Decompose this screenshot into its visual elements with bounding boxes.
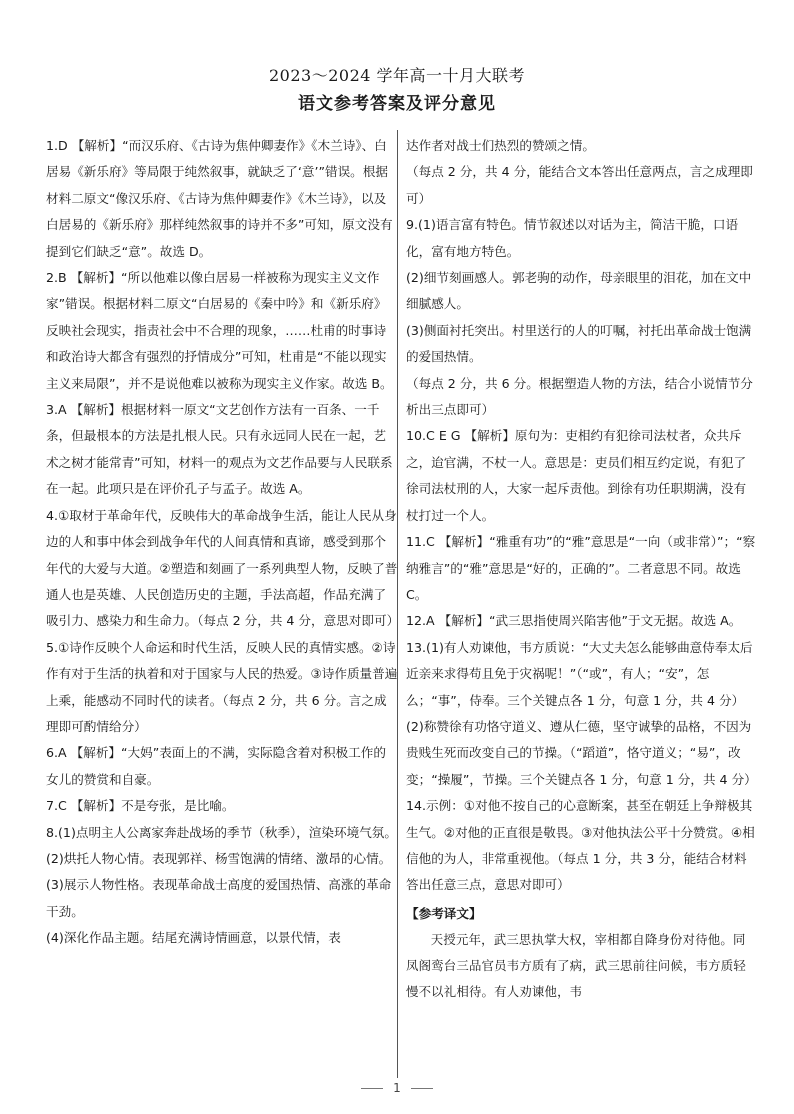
answer-9-3: (3)侧面衬托突出。村里送行的人的叮嘱，衬托出革命战士饱满的爱国热情。 <box>406 322 752 365</box>
answer-2: 2.B 【解析】“所以他难以像白居易一样被称为现实主义文作家”错误。根据材料二原文“白居易的《秦中吟》和《新乐府》反映社会现实，指责社会中不合理的现象，……杜甫的时事诗和政治诗大都含有强烈的抒情成分”可知，杜甫是“不能以现实主义来局限”，并不是说他难以被称为现实主义作家。故选 B。 <box>46 270 393 391</box>
answer-1: 1.D 【解析】“而汉乐府、《古诗为焦仲卿妻作》《木兰诗》、白居易《新乐府》等局限于纯然叙事，就缺乏了‘意’”错误。根据材料二原文“像汉乐府、《古诗为焦仲卿妻作》《木兰诗》，以及白居易的《新乐府》那样纯然叙事的诗并不多”可知，原文没有提到它们缺乏“意”。故选 D。 <box>46 138 393 259</box>
page-title: 2023～2024 学年高一十月大联考 <box>268 66 526 85</box>
answer-3: 3.A 【解析】根据材料一原文“文艺创作方法有一百条、一千条，但最根本的方法是扎根人民。只有永远同人民在一起，艺术之树才能常青”可知，材料一的观点为文艺作品要与人民联系在一起。此项只是在评价孔子与孟子。故选 A。 <box>46 402 393 497</box>
footer-dash-right <box>411 1088 433 1089</box>
answer-7: 7.C 【解析】不是夸张，是比喻。 <box>46 798 235 814</box>
answer-8-4-cont: 达作者对战士们热烈的赞颂之情。 <box>406 138 595 153</box>
answer-8-4: (4)深化作品主题。结尾充满诗情画意，以景代情，表 <box>46 930 341 946</box>
answer-13-2: (2)称赞徐有功恪守道义、遵从仁德，坚守诚挚的品格，不因为贵贱生死而改变自己的节操。（“蹈道”，恪守道义；“易”，改变；“操履”，节操。三个关键点各 1 分，句意 1 分，共 4 分） <box>406 718 757 787</box>
answer-6: 6.A 【解析】“大妈”表面上的不满，实际隐含着对积极工作的女儿的赞赏和自豪。 <box>46 745 386 787</box>
left-column <box>46 133 398 952</box>
answer-4: 4.①取材于革命年代，反映伟大的革命战争生活，能让人民从身边的人和事中体会到战争年代的人间真情和真谛，感受到那个年代的大爱与大道。②塑造和刻画了一系列典型人物，反映了普通人也是英雄、人民创造历史的主题，手法高超，作品充满了吸引力、感染力和生命力。（每点 2 分，共 4 分，意思对即可） <box>46 507 400 629</box>
page-number: 1 <box>393 1081 401 1095</box>
right-column <box>406 133 756 1005</box>
answer-11: 11.C 【解析】“雅重有功”的“雅”意思是“一向（或非常）”；“察纳雅言”的“雅”意思是“好的，正确的”。二者意思不同。故选 C。 <box>406 534 756 602</box>
answer-8-scoring: （每点 2 分，共 4 分，能结合文本答出任意两点，言之成理即可） <box>406 164 753 206</box>
answer-9-scoring: （每点 2 分，共 6 分。根据塑造人物的方法，结合小说情节分析出三点即可） <box>406 375 753 418</box>
answer-14: 14.示例：①对他不按自己的心意断案，甚至在朝廷上争辩极其生气。②对他的正直很是敬畏。③对他执法公平十分赞赏。④相信他的为人，非常重视他。（每点 1 分，共 3 分，能结合材料答出任意三点，意思对即可） <box>406 798 755 893</box>
answer-12: 12.A 【解析】“武三思指使周兴陷害他”于文无据。故选 A。 <box>406 613 742 629</box>
answer-10: 10.C E G 【解析】原句为：吏相约有犯徐司法杖者，众共斥之，迨官满，不杖一人。意思是：吏员们相互约定说，有犯了徐司法杖刑的人，大家一起斥责他。到徐有功任职期满，没有杖打过一个人。 <box>406 428 747 523</box>
page-footer <box>0 1081 794 1095</box>
answer-13-1: 13.(1)有人劝谏他，韦方质说：“大丈夫怎么能够曲意侍奉太后近亲来求得苟且免于灾祸呢！”（“或”，有人；“安”，怎么；“事”，侍奉。三个关键点各 1 分，句意 1 分，共 4 分） <box>406 639 753 708</box>
answer-8-1: 8.(1)点明主人公离家奔赴战场的季节（秋季），渲染环境气氛。 <box>46 824 397 840</box>
answer-8-2: (2)烘托人物心情。表现郭祥、杨雪饱满的情绪、激昂的心情。 <box>46 850 392 866</box>
answer-9-2: (2)细节刻画感人。郭老驹的动作，母亲眼里的泪花，加在文中细腻感人。 <box>406 270 752 312</box>
footer-dash-left <box>361 1088 383 1089</box>
page-subtitle: 语文参考答案及评分意见 <box>298 94 496 114</box>
reference-heading: 【参考译文】 <box>406 905 482 921</box>
answer-9-1: 9.(1)语言富有特色。情节叙述以对话为主，简洁干脆，口语化，富有地方特色。 <box>406 217 739 259</box>
answer-5: 5.①诗作反映个人命运和时代生活，反映人民的真情实感。②诗作有对于生活的执着和对于国家与人民的热爱。③诗作质量普遍上乘，能感动不同时代的读者。（每点 2 分，共 6 分。言之成理即可酌情给分） <box>46 639 398 734</box>
reference-text: 天授元年，武三思执掌大权，宰相都自降身份对待他。同凤阁鸾台三品官员韦方质有了病，武三思前往问候，韦方质轻慢不以礼相待。有人劝谏他，韦 <box>406 932 746 1000</box>
answer-8-3: (3)展示人物性格。表现革命战士高度的爱国热情、高涨的革命干劲。 <box>46 877 392 919</box>
